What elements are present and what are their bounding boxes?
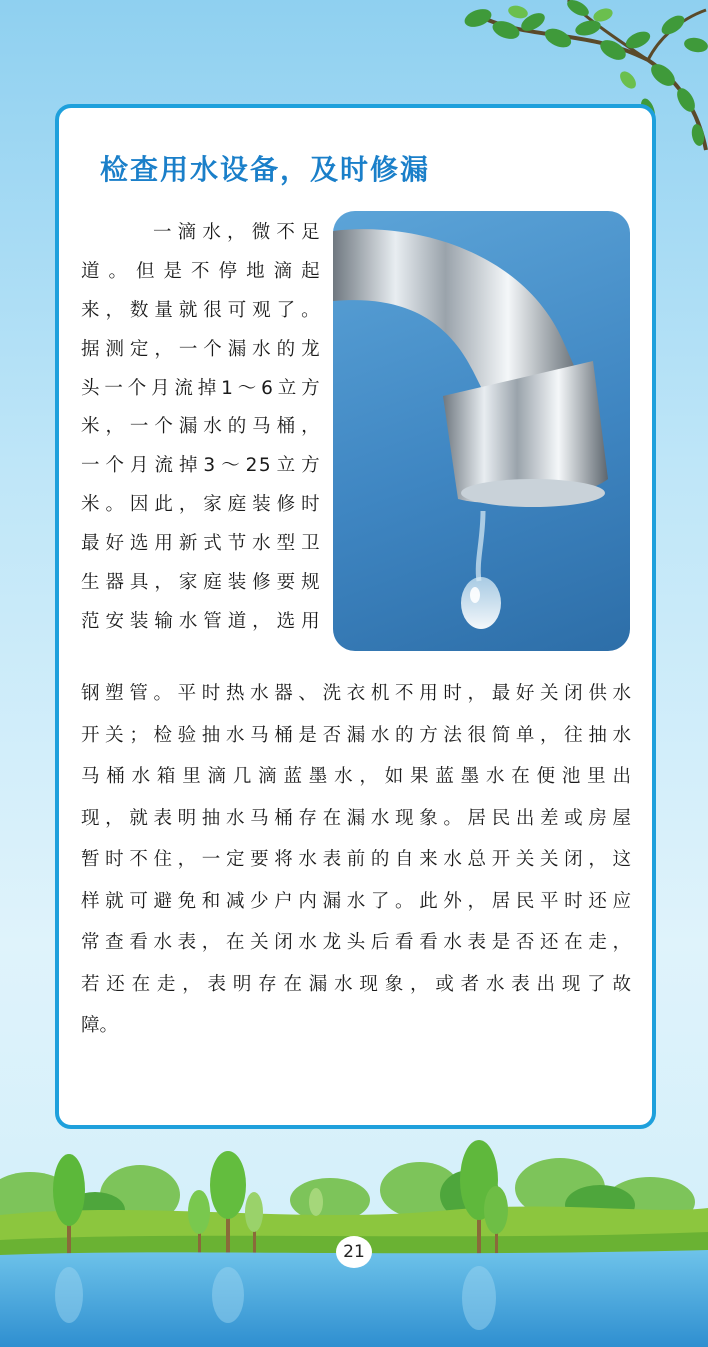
text-line: 若还在走，表明存在漏水现象，或者水表出现了故 xyxy=(81,973,631,995)
text-line: 范安装输水管道，选用 xyxy=(81,610,321,632)
text-line: 米。因此，家庭装修时 xyxy=(81,494,321,516)
text-line: 钢塑管。平时热水器、洗衣机不用时，最好关闭供水 xyxy=(81,683,631,704)
page-number: 21 xyxy=(336,1236,372,1268)
text-line: 来，数量就很可观了。 xyxy=(81,299,321,321)
text-line: 据测定，一个漏水的龙 xyxy=(81,338,321,360)
text-line: 一滴水，微不足 xyxy=(153,222,321,243)
text-line: 现，就表明抽水马桶存在漏水现象。居民出差或房屋 xyxy=(81,807,631,829)
text-line: 常查看水表，在关闭水龙头后看看水表是否还在走， xyxy=(81,932,631,953)
text-line: 生器具，家庭装修要规 xyxy=(81,572,321,594)
page-title: 检查用水设备，及时修漏 xyxy=(100,153,431,186)
text-line: 道。但是不停地滴起 xyxy=(81,260,321,282)
text-line: 最好选用新式节水型卫 xyxy=(81,533,321,555)
dripping-faucet-photo xyxy=(333,211,630,651)
text-line: 头一个月流掉1～6立方 xyxy=(81,377,321,399)
text-line: 障。 xyxy=(81,1015,119,1036)
text-line: 样就可避免和减少户内漏水了。此外，居民平时还应 xyxy=(81,890,631,912)
text-line: 开关；检验抽水马桶是否漏水的方法很简单，往抽水 xyxy=(81,724,631,746)
text-line: 一个月流掉3～25立方 xyxy=(81,455,321,477)
text-line: 暂时不住，一定要将水表前的自来水总开关关闭，这 xyxy=(81,849,631,870)
text-line: 马桶水箱里滴几滴蓝墨水，如果蓝墨水在便池里出 xyxy=(81,766,631,787)
body-text-wide xyxy=(81,673,631,1047)
text-line: 米，一个漏水的马桶， xyxy=(81,416,321,438)
body-text-narrow xyxy=(81,214,321,642)
